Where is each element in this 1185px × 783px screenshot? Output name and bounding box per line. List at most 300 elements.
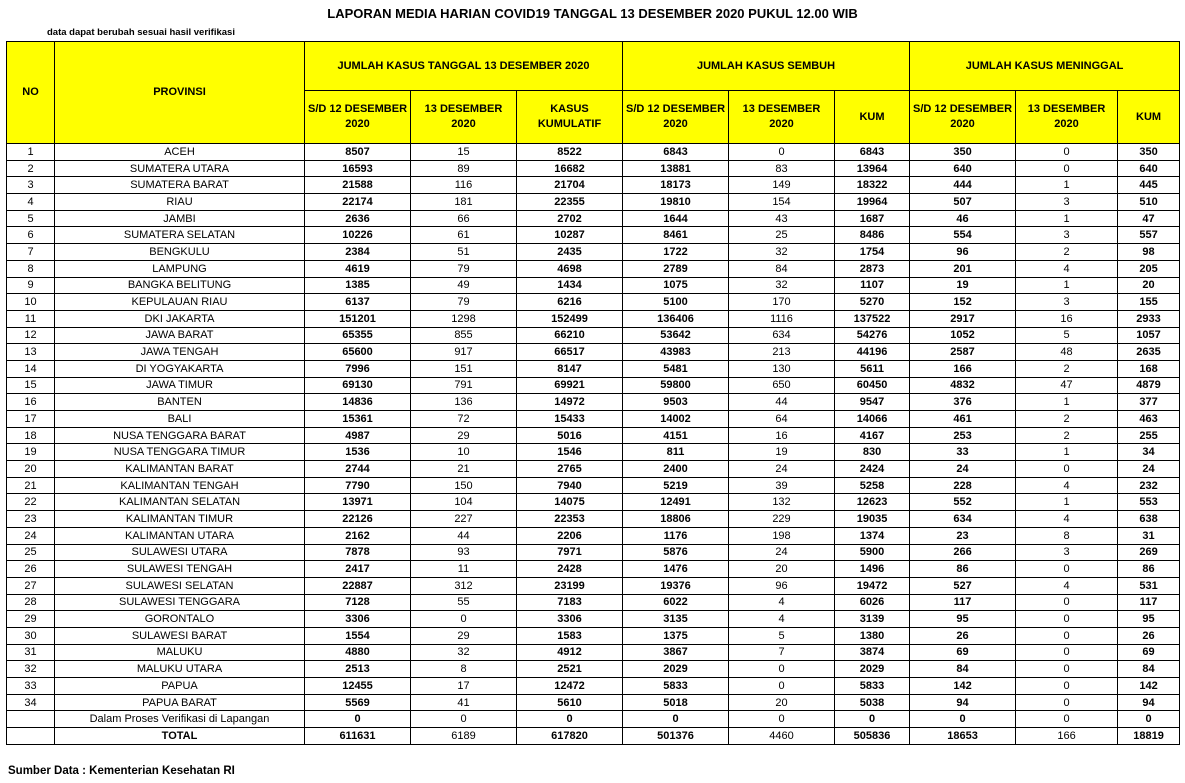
cell-kasus-sd: 4880 xyxy=(305,644,411,661)
cell-meninggal-hari: 3 xyxy=(1016,294,1118,311)
cell-kasus-hari: 227 xyxy=(411,511,517,528)
cell-kasus-hari: 181 xyxy=(411,194,517,211)
cell-sembuh-kum: 3874 xyxy=(835,644,910,661)
cell-meninggal-hari: 4 xyxy=(1016,577,1118,594)
cell-kasus-sd: 65600 xyxy=(305,344,411,361)
cell-sembuh-hari: 170 xyxy=(729,294,835,311)
cell-meninggal-hari: 0 xyxy=(1016,694,1118,711)
cell-sembuh-sd: 19810 xyxy=(623,194,729,211)
header-meninggal-kum: KUM xyxy=(1118,91,1180,144)
cell-meninggal-hari: 48 xyxy=(1016,344,1118,361)
cell-kasus-hari: 29 xyxy=(411,427,517,444)
cell-meninggal-sd: 24 xyxy=(910,461,1016,478)
cell-meninggal-kum: 20 xyxy=(1118,277,1180,294)
cell-sembuh-sd: 5481 xyxy=(623,360,729,377)
cell-kasus-sd: 7996 xyxy=(305,360,411,377)
cell-meninggal-hari: 2 xyxy=(1016,411,1118,428)
header-group-meninggal: JUMLAH KASUS MENINGGAL xyxy=(910,42,1180,91)
cell-meninggal-hari: 0 xyxy=(1016,594,1118,611)
cell-sembuh-hari: 24 xyxy=(729,544,835,561)
cell-kasus-hari: 79 xyxy=(411,294,517,311)
cell-meninggal-sd: 201 xyxy=(910,260,1016,277)
cell-meninggal-sd: 94 xyxy=(910,694,1016,711)
cell-kasus-sd: 2162 xyxy=(305,527,411,544)
cell-sembuh-sd: 43983 xyxy=(623,344,729,361)
cell-meninggal-sd: 19 xyxy=(910,277,1016,294)
cell-no: 9 xyxy=(7,277,55,294)
cell-kasus-hari: 79 xyxy=(411,260,517,277)
verification-note: data dapat berubah sesuai hasil verifikasi xyxy=(47,27,235,38)
cell-kasus-sd: 22887 xyxy=(305,577,411,594)
cell-kasus-kum: 2521 xyxy=(517,661,623,678)
cell-meninggal-sd: 142 xyxy=(910,678,1016,695)
cell-kasus-hari: 855 xyxy=(411,327,517,344)
cell-meninggal-kum: 255 xyxy=(1118,427,1180,444)
cell-provinsi: ACEH xyxy=(55,144,305,161)
cell-sembuh-hari: 0 xyxy=(729,711,835,728)
cell-no: 5 xyxy=(7,210,55,227)
cell-sembuh-hari: 16 xyxy=(729,427,835,444)
cell-kasus-kum: 4912 xyxy=(517,644,623,661)
cell-meninggal-sd: 2587 xyxy=(910,344,1016,361)
cell-meninggal-kum: 69 xyxy=(1118,644,1180,661)
cell-sembuh-sd: 0 xyxy=(623,711,729,728)
table-row xyxy=(7,144,1180,161)
cell-kasus-sd: 2384 xyxy=(305,244,411,261)
cell-sembuh-kum: 1380 xyxy=(835,627,910,644)
cell-meninggal-kum: 155 xyxy=(1118,294,1180,311)
header-kasus-kum: KASUS KUMULATIF xyxy=(517,91,623,144)
cell-sembuh-sd: 18806 xyxy=(623,511,729,528)
cell-sembuh-hari: 7 xyxy=(729,644,835,661)
cell-kasus-kum: 6216 xyxy=(517,294,623,311)
header-sembuh-kum: KUM xyxy=(835,91,910,144)
cell-no: 30 xyxy=(7,627,55,644)
cell-meninggal-hari: 0 xyxy=(1016,661,1118,678)
cell-sembuh-kum: 19472 xyxy=(835,577,910,594)
cell-meninggal-kum: 557 xyxy=(1118,227,1180,244)
total-sembuh-sd: 501376 xyxy=(623,728,729,745)
cell-no: 17 xyxy=(7,411,55,428)
cell-kasus-sd: 15361 xyxy=(305,411,411,428)
cell-sembuh-sd: 53642 xyxy=(623,327,729,344)
cell-kasus-hari: 89 xyxy=(411,160,517,177)
cell-sembuh-hari: 5 xyxy=(729,627,835,644)
cell-kasus-hari: 116 xyxy=(411,177,517,194)
cell-meninggal-hari: 1 xyxy=(1016,177,1118,194)
cell-kasus-kum: 69921 xyxy=(517,377,623,394)
table-row xyxy=(7,427,1180,444)
table-row xyxy=(7,461,1180,478)
cell-kasus-sd: 2636 xyxy=(305,210,411,227)
cell-sembuh-hari: 198 xyxy=(729,527,835,544)
cell-meninggal-kum: 2635 xyxy=(1118,344,1180,361)
table-row xyxy=(7,210,1180,227)
cell-sembuh-sd: 2400 xyxy=(623,461,729,478)
cell-provinsi: SULAWESI BARAT xyxy=(55,627,305,644)
cell-no: 33 xyxy=(7,678,55,695)
cell-meninggal-kum: 84 xyxy=(1118,661,1180,678)
cell-sembuh-sd: 5018 xyxy=(623,694,729,711)
table-row xyxy=(7,527,1180,544)
cell-kasus-hari: 0 xyxy=(411,611,517,628)
cell-provinsi: SULAWESI SELATAN xyxy=(55,577,305,594)
cell-sembuh-hari: 229 xyxy=(729,511,835,528)
cell-provinsi: KEPULAUAN RIAU xyxy=(55,294,305,311)
cell-provinsi: SUMATERA SELATAN xyxy=(55,227,305,244)
cell-meninggal-kum: 31 xyxy=(1118,527,1180,544)
cell-sembuh-hari: 19 xyxy=(729,444,835,461)
cell-meninggal-sd: 117 xyxy=(910,594,1016,611)
table-row xyxy=(7,227,1180,244)
cell-sembuh-kum: 5611 xyxy=(835,360,910,377)
report-title: LAPORAN MEDIA HARIAN COVID19 TANGGAL 13 DESEMBER 2020 PUKUL 12.00 WIB xyxy=(327,6,858,21)
table-row xyxy=(7,611,1180,628)
cell-sembuh-kum: 3139 xyxy=(835,611,910,628)
header-no: NO xyxy=(7,42,55,144)
cell-meninggal-kum: 510 xyxy=(1118,194,1180,211)
table-body xyxy=(7,144,1180,745)
cell-kasus-kum: 1546 xyxy=(517,444,623,461)
total-label: TOTAL xyxy=(55,728,305,745)
cell-meninggal-hari: 47 xyxy=(1016,377,1118,394)
cell-meninggal-kum: 377 xyxy=(1118,394,1180,411)
table-row xyxy=(7,694,1180,711)
cell-kasus-kum: 2428 xyxy=(517,561,623,578)
table-row xyxy=(7,177,1180,194)
cell-meninggal-kum: 269 xyxy=(1118,544,1180,561)
cell-kasus-sd: 16593 xyxy=(305,160,411,177)
table-row xyxy=(7,644,1180,661)
cell-no xyxy=(7,711,55,728)
cell-kasus-hari: 15 xyxy=(411,144,517,161)
cell-meninggal-kum: 95 xyxy=(1118,611,1180,628)
cell-sembuh-sd: 5100 xyxy=(623,294,729,311)
cell-no: 1 xyxy=(7,144,55,161)
cell-meninggal-kum: 640 xyxy=(1118,160,1180,177)
cell-meninggal-sd: 84 xyxy=(910,661,1016,678)
cell-provinsi: NUSA TENGGARA BARAT xyxy=(55,427,305,444)
table-row xyxy=(7,544,1180,561)
cell-sembuh-kum: 5900 xyxy=(835,544,910,561)
cell-meninggal-hari: 0 xyxy=(1016,561,1118,578)
cell-meninggal-kum: 98 xyxy=(1118,244,1180,261)
cell-provinsi: BANTEN xyxy=(55,394,305,411)
cell-kasus-hari: 17 xyxy=(411,678,517,695)
cell-sembuh-hari: 0 xyxy=(729,678,835,695)
cell-no: 19 xyxy=(7,444,55,461)
cell-meninggal-hari: 4 xyxy=(1016,477,1118,494)
cell-meninggal-hari: 1 xyxy=(1016,494,1118,511)
cell-meninggal-kum: 168 xyxy=(1118,360,1180,377)
cell-kasus-sd: 4619 xyxy=(305,260,411,277)
cell-kasus-kum: 15433 xyxy=(517,411,623,428)
header-meninggal-hari: 13 DESEMBER 2020 xyxy=(1016,91,1118,144)
cell-no: 24 xyxy=(7,527,55,544)
cell-sembuh-kum: 19964 xyxy=(835,194,910,211)
covid-data-table xyxy=(6,41,1180,745)
cell-no: 26 xyxy=(7,561,55,578)
cell-provinsi: KALIMANTAN BARAT xyxy=(55,461,305,478)
cell-sembuh-hari: 20 xyxy=(729,561,835,578)
cell-meninggal-hari: 16 xyxy=(1016,310,1118,327)
cell-kasus-kum: 3306 xyxy=(517,611,623,628)
cell-meninggal-hari: 3 xyxy=(1016,227,1118,244)
cell-sembuh-sd: 14002 xyxy=(623,411,729,428)
cell-provinsi: JAWA TIMUR xyxy=(55,377,305,394)
cell-no: 8 xyxy=(7,260,55,277)
table-row xyxy=(7,411,1180,428)
cell-provinsi: MALUKU xyxy=(55,644,305,661)
cell-sembuh-sd: 1375 xyxy=(623,627,729,644)
cell-meninggal-kum: 47 xyxy=(1118,210,1180,227)
cell-meninggal-sd: 253 xyxy=(910,427,1016,444)
cell-meninggal-sd: 634 xyxy=(910,511,1016,528)
cell-provinsi: BENGKULU xyxy=(55,244,305,261)
cell-kasus-kum: 8147 xyxy=(517,360,623,377)
cell-kasus-kum: 1434 xyxy=(517,277,623,294)
cell-sembuh-sd: 3867 xyxy=(623,644,729,661)
cell-meninggal-hari: 0 xyxy=(1016,711,1118,728)
cell-sembuh-sd: 5833 xyxy=(623,678,729,695)
table-row xyxy=(7,327,1180,344)
cell-meninggal-sd: 69 xyxy=(910,644,1016,661)
cell-meninggal-hari: 3 xyxy=(1016,544,1118,561)
total-kasus-sd: 611631 xyxy=(305,728,411,745)
cell-sembuh-kum: 1107 xyxy=(835,277,910,294)
cell-kasus-sd: 14836 xyxy=(305,394,411,411)
cell-sembuh-kum: 1754 xyxy=(835,244,910,261)
cell-sembuh-sd: 19376 xyxy=(623,577,729,594)
table-row xyxy=(7,577,1180,594)
cell-sembuh-kum: 6026 xyxy=(835,594,910,611)
cell-sembuh-hari: 83 xyxy=(729,160,835,177)
cell-sembuh-sd: 6843 xyxy=(623,144,729,161)
cell-kasus-kum: 14972 xyxy=(517,394,623,411)
cell-meninggal-kum: 34 xyxy=(1118,444,1180,461)
cell-kasus-kum: 16682 xyxy=(517,160,623,177)
cell-sembuh-kum: 2424 xyxy=(835,461,910,478)
cell-kasus-sd: 8507 xyxy=(305,144,411,161)
cell-kasus-hari: 44 xyxy=(411,527,517,544)
cell-provinsi: JAWA BARAT xyxy=(55,327,305,344)
cell-kasus-kum: 14075 xyxy=(517,494,623,511)
cell-sembuh-hari: 20 xyxy=(729,694,835,711)
cell-sembuh-hari: 96 xyxy=(729,577,835,594)
cell-sembuh-sd: 13881 xyxy=(623,160,729,177)
cell-sembuh-kum: 1687 xyxy=(835,210,910,227)
table-row xyxy=(7,678,1180,695)
header-kasus-hari: 13 DESEMBER 2020 xyxy=(411,91,517,144)
cell-provinsi: SULAWESI TENGGARA xyxy=(55,594,305,611)
table-row xyxy=(7,344,1180,361)
cell-meninggal-sd: 2917 xyxy=(910,310,1016,327)
cell-sembuh-hari: 0 xyxy=(729,144,835,161)
cell-meninggal-sd: 23 xyxy=(910,527,1016,544)
cell-meninggal-sd: 166 xyxy=(910,360,1016,377)
cell-sembuh-kum: 18322 xyxy=(835,177,910,194)
cell-kasus-sd: 2417 xyxy=(305,561,411,578)
cell-kasus-kum: 2206 xyxy=(517,527,623,544)
cell-no: 11 xyxy=(7,310,55,327)
cell-no: 25 xyxy=(7,544,55,561)
cell-sembuh-hari: 634 xyxy=(729,327,835,344)
cell-kasus-kum: 66210 xyxy=(517,327,623,344)
cell-kasus-sd: 6137 xyxy=(305,294,411,311)
table-row xyxy=(7,711,1180,728)
cell-sembuh-sd: 59800 xyxy=(623,377,729,394)
cell-meninggal-kum: 463 xyxy=(1118,411,1180,428)
cell-meninggal-sd: 0 xyxy=(910,711,1016,728)
cell-meninggal-kum: 531 xyxy=(1118,577,1180,594)
cell-kasus-sd: 7790 xyxy=(305,477,411,494)
table-row xyxy=(7,377,1180,394)
cell-kasus-hari: 917 xyxy=(411,344,517,361)
cell-kasus-sd: 22126 xyxy=(305,511,411,528)
cell-sembuh-hari: 43 xyxy=(729,210,835,227)
cell-sembuh-kum: 2029 xyxy=(835,661,910,678)
cell-kasus-sd: 7128 xyxy=(305,594,411,611)
cell-meninggal-hari: 4 xyxy=(1016,260,1118,277)
cell-meninggal-hari: 1 xyxy=(1016,210,1118,227)
cell-kasus-hari: 66 xyxy=(411,210,517,227)
cell-kasus-kum: 8522 xyxy=(517,144,623,161)
table-row xyxy=(7,477,1180,494)
cell-provinsi: PAPUA xyxy=(55,678,305,695)
cell-no: 13 xyxy=(7,344,55,361)
cell-provinsi: SULAWESI UTARA xyxy=(55,544,305,561)
cell-kasus-kum: 7183 xyxy=(517,594,623,611)
cell-meninggal-kum: 1057 xyxy=(1118,327,1180,344)
cell-sembuh-hari: 64 xyxy=(729,411,835,428)
cell-meninggal-kum: 142 xyxy=(1118,678,1180,695)
cell-meninggal-hari: 0 xyxy=(1016,461,1118,478)
cell-kasus-sd: 12455 xyxy=(305,678,411,695)
cell-sembuh-kum: 5038 xyxy=(835,694,910,711)
cell-kasus-kum: 7971 xyxy=(517,544,623,561)
cell-kasus-hari: 10 xyxy=(411,444,517,461)
cell-sembuh-kum: 60450 xyxy=(835,377,910,394)
cell-sembuh-hari: 25 xyxy=(729,227,835,244)
cell-kasus-hari: 49 xyxy=(411,277,517,294)
table-row xyxy=(7,561,1180,578)
cell-kasus-hari: 136 xyxy=(411,394,517,411)
cell-kasus-kum: 22355 xyxy=(517,194,623,211)
cell-meninggal-sd: 33 xyxy=(910,444,1016,461)
cell-kasus-hari: 21 xyxy=(411,461,517,478)
cell-sembuh-kum: 12623 xyxy=(835,494,910,511)
cell-sembuh-sd: 136406 xyxy=(623,310,729,327)
cell-kasus-sd: 65355 xyxy=(305,327,411,344)
cell-meninggal-hari: 0 xyxy=(1016,678,1118,695)
cell-sembuh-kum: 6843 xyxy=(835,144,910,161)
cell-kasus-kum: 23199 xyxy=(517,577,623,594)
cell-meninggal-kum: 205 xyxy=(1118,260,1180,277)
cell-no: 3 xyxy=(7,177,55,194)
cell-kasus-kum: 22353 xyxy=(517,511,623,528)
cell-kasus-sd: 2513 xyxy=(305,661,411,678)
cell-meninggal-sd: 527 xyxy=(910,577,1016,594)
cell-sembuh-sd: 3135 xyxy=(623,611,729,628)
cell-no: 4 xyxy=(7,194,55,211)
total-kasus-kum: 617820 xyxy=(517,728,623,745)
cell-no: 22 xyxy=(7,494,55,511)
table-row xyxy=(7,627,1180,644)
cell-sembuh-hari: 32 xyxy=(729,244,835,261)
cell-kasus-hari: 51 xyxy=(411,244,517,261)
cell-meninggal-kum: 26 xyxy=(1118,627,1180,644)
cell-kasus-sd: 13971 xyxy=(305,494,411,511)
cell-kasus-hari: 150 xyxy=(411,477,517,494)
cell-kasus-kum: 66517 xyxy=(517,344,623,361)
cell-meninggal-kum: 86 xyxy=(1118,561,1180,578)
table-row xyxy=(7,444,1180,461)
cell-kasus-kum: 21704 xyxy=(517,177,623,194)
cell-meninggal-sd: 640 xyxy=(910,160,1016,177)
cell-provinsi: KALIMANTAN UTARA xyxy=(55,527,305,544)
cell-sembuh-kum: 830 xyxy=(835,444,910,461)
cell-meninggal-sd: 96 xyxy=(910,244,1016,261)
cell-meninggal-hari: 0 xyxy=(1016,611,1118,628)
cell-kasus-kum: 4698 xyxy=(517,260,623,277)
cell-sembuh-hari: 154 xyxy=(729,194,835,211)
cell-kasus-kum: 2435 xyxy=(517,244,623,261)
table-row xyxy=(7,661,1180,678)
cell-meninggal-kum: 638 xyxy=(1118,511,1180,528)
cell-meninggal-hari: 0 xyxy=(1016,144,1118,161)
cell-sembuh-hari: 130 xyxy=(729,360,835,377)
cell-sembuh-sd: 1644 xyxy=(623,210,729,227)
cell-kasus-hari: 32 xyxy=(411,644,517,661)
cell-sembuh-hari: 213 xyxy=(729,344,835,361)
cell-no: 21 xyxy=(7,477,55,494)
header-group-sembuh: JUMLAH KASUS SEMBUH xyxy=(623,42,910,91)
cell-provinsi: BALI xyxy=(55,411,305,428)
header-group-kasus: JUMLAH KASUS TANGGAL 13 DESEMBER 2020 xyxy=(305,42,623,91)
cell-meninggal-sd: 26 xyxy=(910,627,1016,644)
cell-sembuh-sd: 5876 xyxy=(623,544,729,561)
table-row xyxy=(7,244,1180,261)
cell-sembuh-kum: 14066 xyxy=(835,411,910,428)
cell-meninggal-kum: 117 xyxy=(1118,594,1180,611)
cell-meninggal-kum: 24 xyxy=(1118,461,1180,478)
cell-no: 6 xyxy=(7,227,55,244)
cell-kasus-kum: 0 xyxy=(517,711,623,728)
cell-sembuh-kum: 13964 xyxy=(835,160,910,177)
cell-sembuh-hari: 650 xyxy=(729,377,835,394)
cell-provinsi: SUMATERA UTARA xyxy=(55,160,305,177)
cell-meninggal-sd: 266 xyxy=(910,544,1016,561)
cell-sembuh-sd: 5219 xyxy=(623,477,729,494)
cell-kasus-hari: 61 xyxy=(411,227,517,244)
cell-kasus-kum: 1583 xyxy=(517,627,623,644)
table-row xyxy=(7,594,1180,611)
cell-no: 14 xyxy=(7,360,55,377)
cell-sembuh-hari: 84 xyxy=(729,260,835,277)
header-sembuh-sd: S/D 12 DESEMBER 2020 xyxy=(623,91,729,144)
cell-sembuh-kum: 5833 xyxy=(835,678,910,695)
cell-sembuh-hari: 32 xyxy=(729,277,835,294)
cell-sembuh-sd: 12491 xyxy=(623,494,729,511)
cell-sembuh-hari: 149 xyxy=(729,177,835,194)
cell-sembuh-sd: 1176 xyxy=(623,527,729,544)
table-row xyxy=(7,160,1180,177)
cell-meninggal-kum: 4879 xyxy=(1118,377,1180,394)
cell-no: 2 xyxy=(7,160,55,177)
cell-kasus-sd: 1536 xyxy=(305,444,411,461)
cell-provinsi: KALIMANTAN SELATAN xyxy=(55,494,305,511)
cell-provinsi: NUSA TENGGARA TIMUR xyxy=(55,444,305,461)
